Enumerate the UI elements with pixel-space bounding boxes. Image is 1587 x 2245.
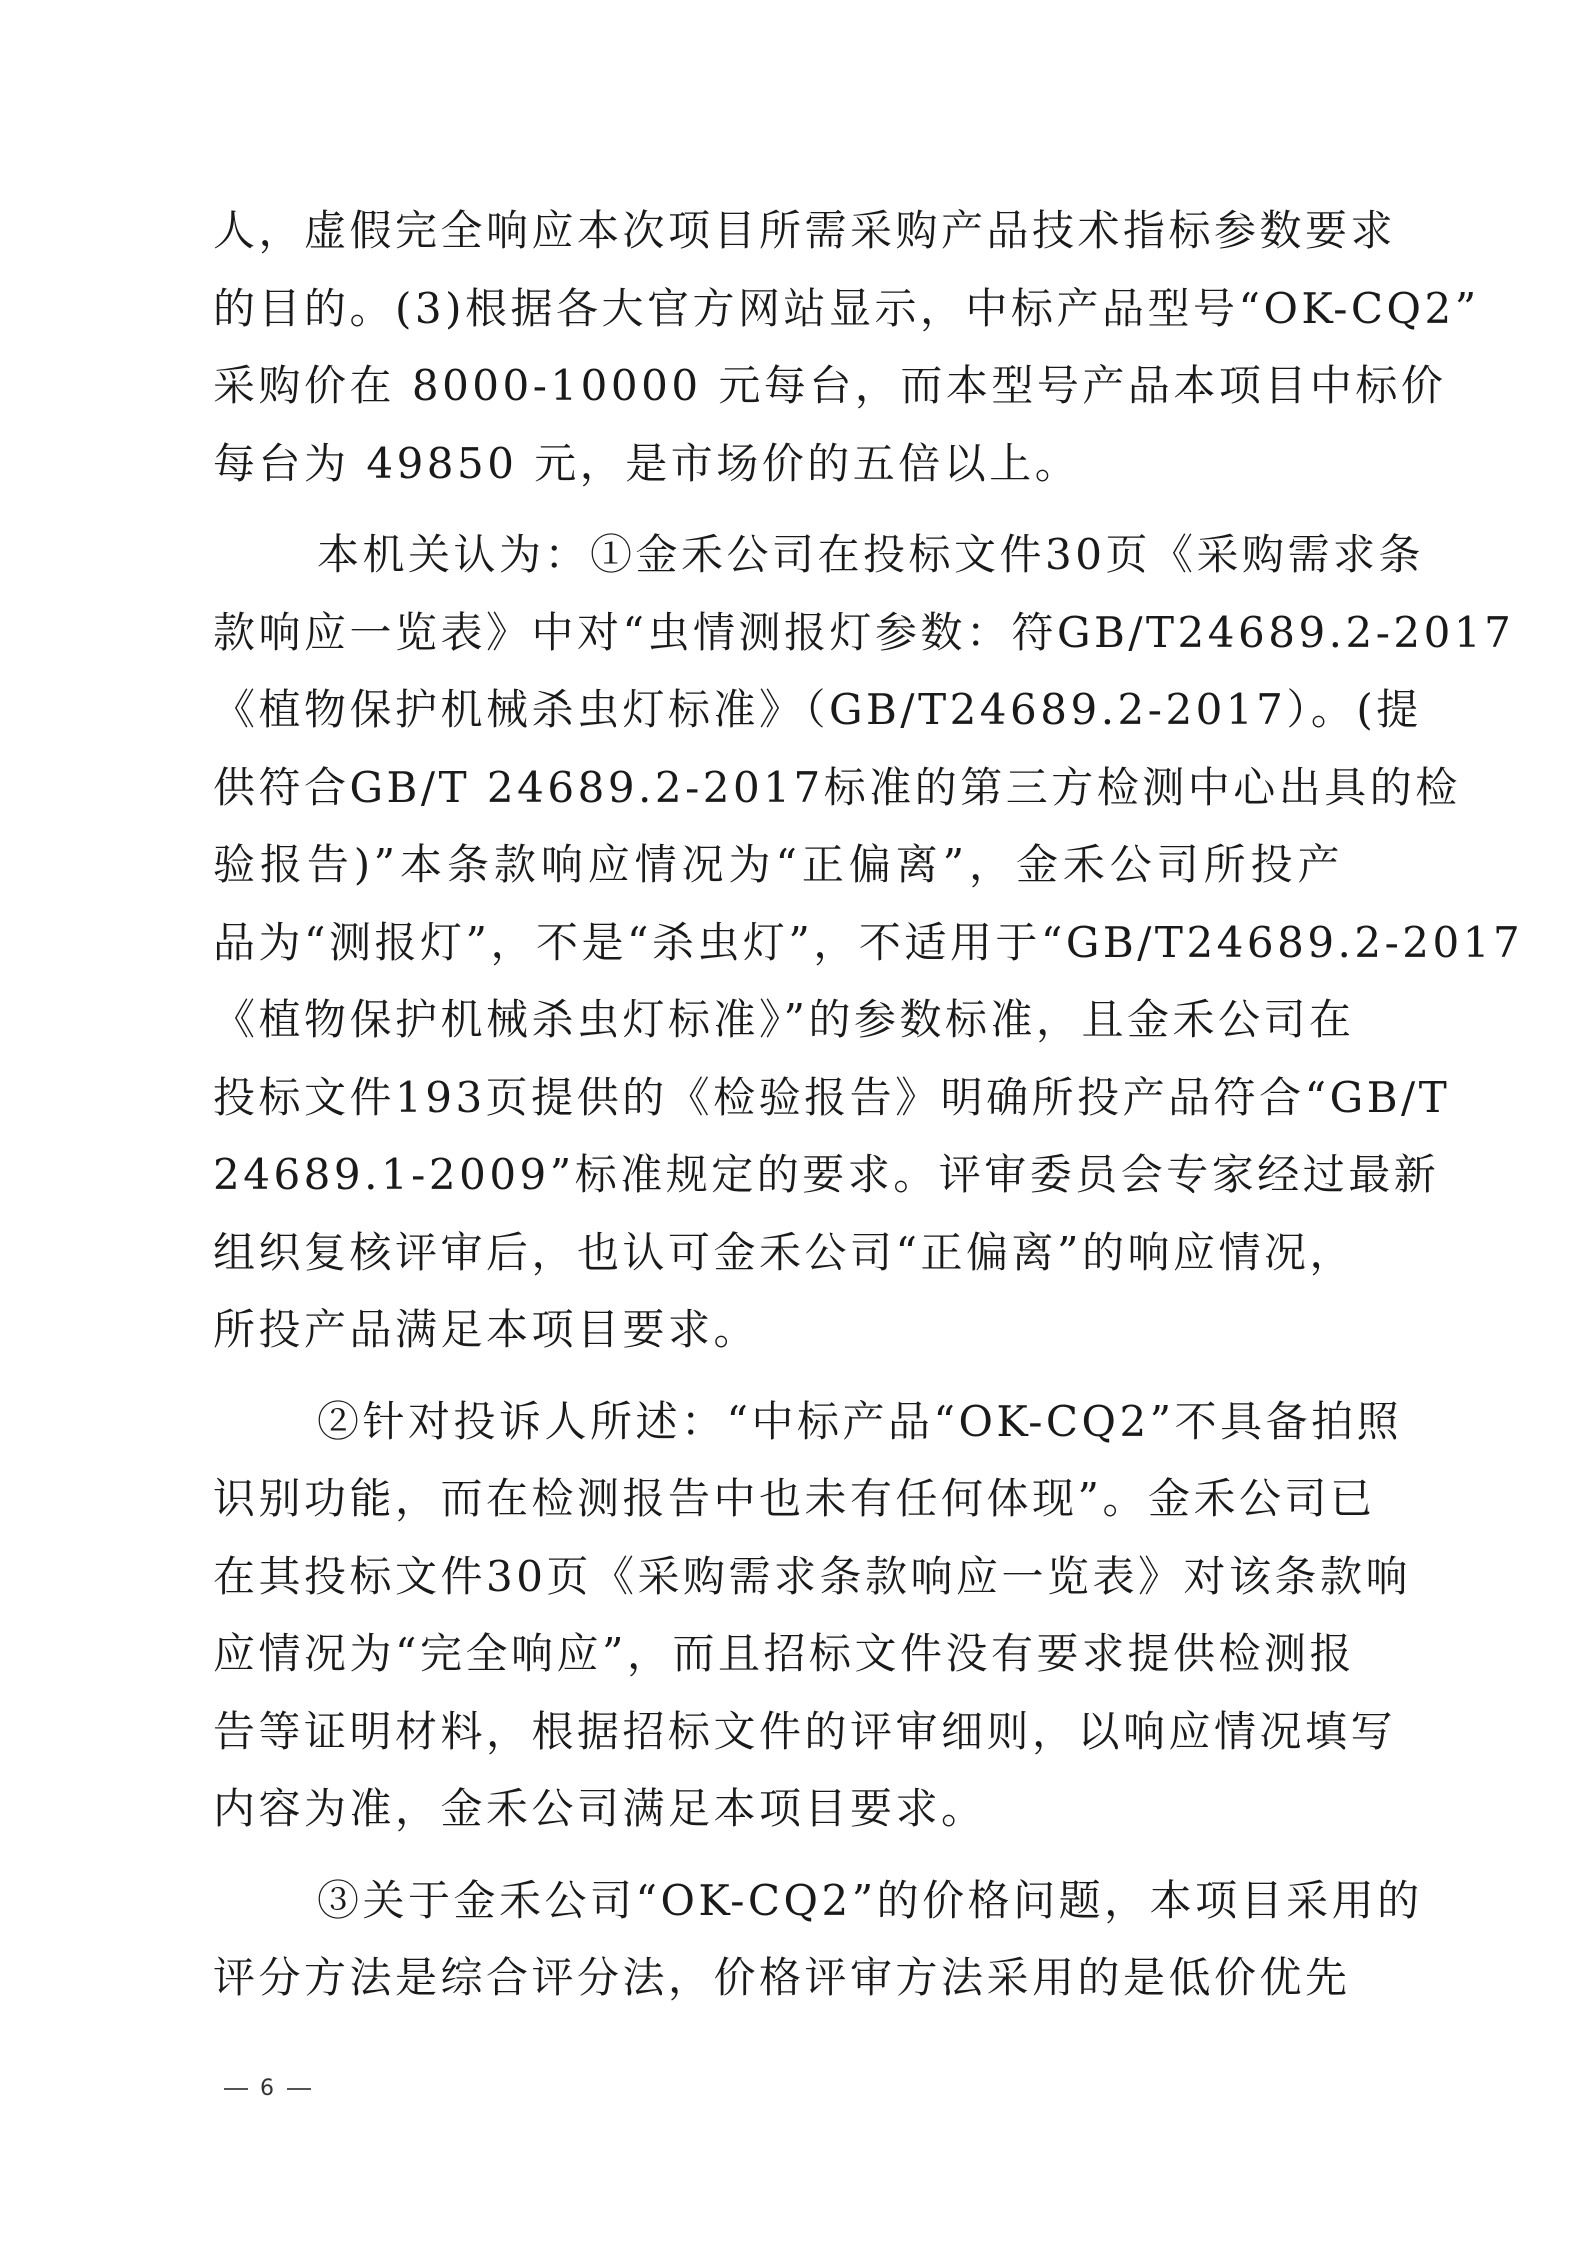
page-number-dash-right bbox=[287, 2088, 311, 2090]
text-line: 内容为准，金禾公司满足本项目要求。 bbox=[213, 1784, 987, 1833]
paragraph-3 bbox=[213, 1383, 1411, 1848]
page-number-dash-left bbox=[224, 2088, 248, 2090]
text-line: 所投产品满足本项目要求。 bbox=[213, 1305, 760, 1354]
text-line: 《植物保护机械杀虫灯标准》（GB/T24689.2-2017）。(提 bbox=[213, 685, 1422, 734]
text-line: 告等证明材料，根据招标文件的评审细则，以响应情况填写 bbox=[213, 1706, 1397, 1756]
text-line: 识别功能，而在检测报告中也未有任何体现”。金禾公司已 bbox=[213, 1474, 1376, 1523]
text-line: 24689.1-2009”标准规定的要求。评审委员会专家经过最新 bbox=[213, 1150, 1440, 1199]
text-line: 款响应一览表》中对“虫情测报灯参数：符GB/T24689.2-2017 bbox=[213, 607, 1515, 657]
text-line: 人，虚假完全响应本次项目所需采购产品技术指标参数要求 bbox=[213, 206, 1397, 255]
paragraph-1 bbox=[213, 192, 1480, 502]
paragraph-2 bbox=[213, 516, 1524, 1369]
page-number bbox=[224, 2076, 311, 2101]
text-line: 在其投标文件30页《采购需求条款响应一览表》对该条款响 bbox=[213, 1551, 1411, 1601]
text-line: 组织复核评审后，也认可金禾公司“正偏离”的响应情况， bbox=[213, 1227, 1355, 1277]
document-body bbox=[213, 192, 1524, 2031]
text-line: 品为“测报灯”，不是“杀虫灯”，不适用于“GB/T24689.2-2017 bbox=[213, 917, 1524, 967]
text-line: ③关于金禾公司“OK-CQ2”的价格问题，本项目采用的 bbox=[317, 1875, 1423, 1925]
text-line: 供符合GB/T 24689.2-2017标准的第三方检测中心出具的检 bbox=[213, 762, 1461, 812]
text-line: 每台为 49850 元，是市场价的五倍以上。 bbox=[213, 438, 1081, 488]
text-line: 评分方法是综合评分法，价格评审方法采用的是低价优先 bbox=[213, 1953, 1351, 2002]
text-line: 的目的。(3)根据各大官方网站显示，中标产品型号“OK-CQ2” bbox=[213, 283, 1480, 333]
paragraph-4 bbox=[213, 1862, 1423, 2017]
text-line: 本机关认为：①金禾公司在投标文件30页《采购需求条 bbox=[317, 530, 1424, 579]
page-number-value: 6 bbox=[260, 2076, 275, 2101]
text-line: ②针对投诉人所述：“中标产品“OK-CQ2”不具备拍照 bbox=[317, 1396, 1403, 1446]
text-line: 《植物保护机械杀虫灯标准》”的参数标准，且金禾公司在 bbox=[213, 995, 1355, 1044]
text-line: 验报告)”本条款响应情况为“正偏离”，金禾公司所投产 bbox=[213, 840, 1343, 889]
text-line: 应情况为“完全响应”，而且招标文件没有要求提供检测报 bbox=[213, 1629, 1355, 1678]
text-line: 采购价在 8000-10000 元每台，而本型号产品本项目中标价 bbox=[213, 361, 1447, 410]
text-line: 投标文件193页提供的《检验报告》明确所投产品符合“GB/T bbox=[213, 1072, 1451, 1122]
